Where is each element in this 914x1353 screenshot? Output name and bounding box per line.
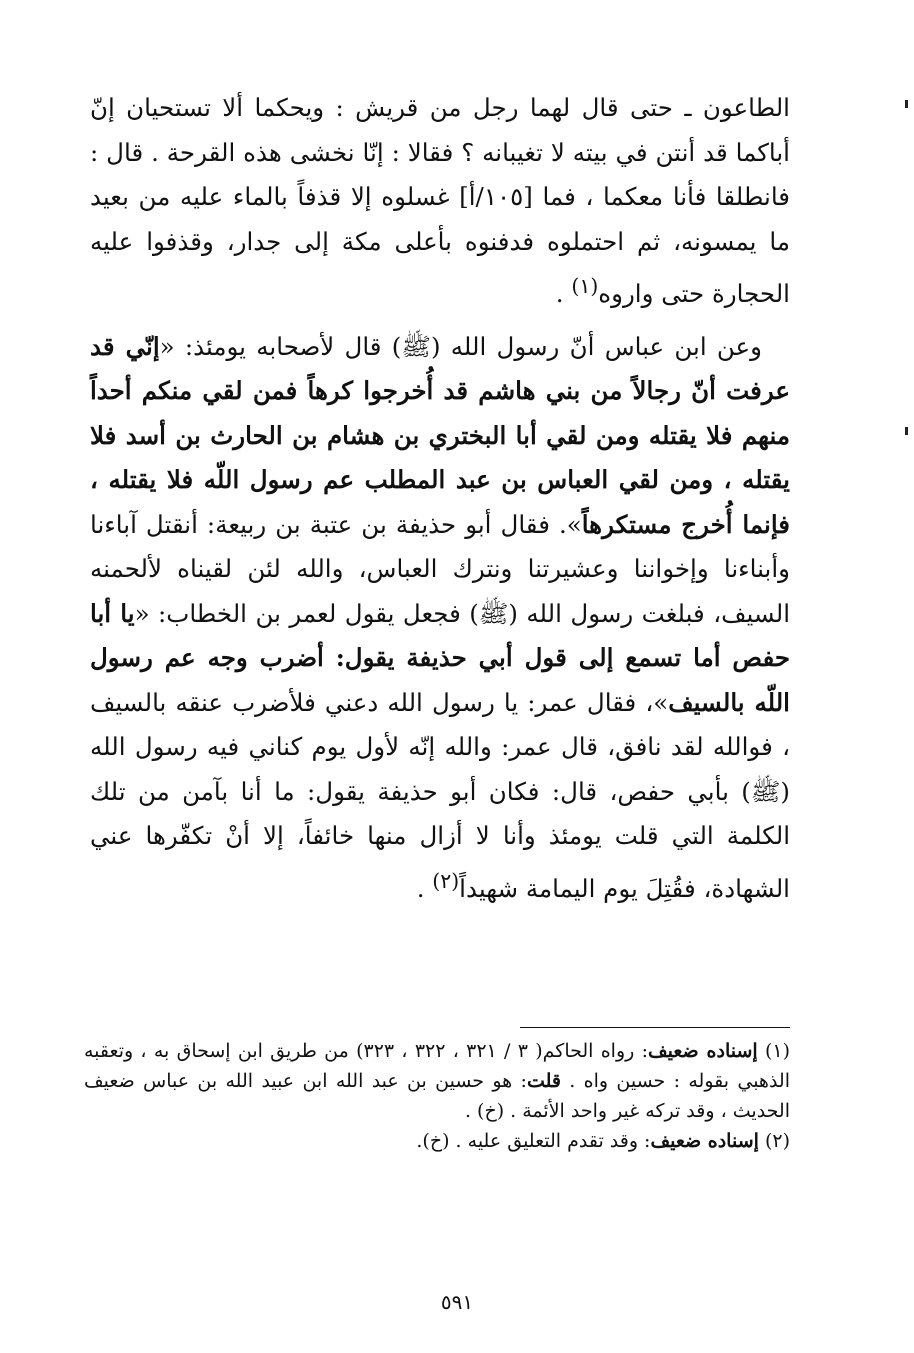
footnote-text: : رواه الحاكم( ٣ / ٣٢١ ، ٣٢٢ ، ٣٢٣) من طريق ابن إسحاق به ، وتعقبه الذهبي بقوله : حسين واه . — [84, 1040, 790, 1092]
margin-mark — [905, 427, 908, 435]
footnote-text: : هو حسين بن عبد الله ابن عبيد الله بن عباس ضعيف الحديث ، وقد تركه غير واحد الأئمة . (خ) . — [84, 1070, 790, 1122]
footnote-number: (١) — [757, 1040, 790, 1062]
footnote-text: : وقد تقدم التعليق عليه . (خ). — [416, 1130, 651, 1152]
page-number: ٥٩١ — [440, 1290, 474, 1314]
footnote-ref-1: (١) — [571, 274, 599, 298]
footnote-1 — [84, 1036, 790, 1126]
footnote-label: إسناده ضعيف — [650, 1130, 759, 1152]
margin-mark — [905, 100, 908, 108]
narration-intro: وعن ابن عباس أنّ رسول الله (ﷺ) قال لأصحابه يومئذ: « — [159, 331, 762, 361]
hadith-quote-2: يا أبا حفص أما تسمع إلى قول أبي حذيفة يقول: أضرب وجه عم رسول اللّه بالسيف — [90, 598, 790, 717]
hadith-quote-1: إنّي قد عرفت أنّ رجالاً من بني هاشم قد أُخرجوا كرهاً فمن لقي منكم أحداً منهم فلا يقتله ومن لقي أبا البختري بن هشام بن الحارث بن أسد فلا يقتله ، ومن لقي العباس بن عبد المطلب عم رسول اللّه فلا يقتله ، فإنما أُخرج مستكرهاً — [90, 331, 790, 539]
footnote-separator — [520, 1027, 790, 1028]
paragraph-text: الطاعون ـ حتى قال لهما رجل من قريش : ويحكما ألا تستحيان إنّ أباكما قد أنتن في بيته لا تغيبانه ؟ فقالا : إنّا نخشى هذه القرحة . قال : فانطلقا فأنا معكما ، فما [١٠٥/أ] غسلوه إلا قذفاً بالماء عليه من بعيد ما يمسونه، ثم احتملوه فدفنوه بأعلى مكة إلى جدار، وقذفوا عليه الحجارة حتى واروه — [90, 93, 790, 309]
paragraph-end: . — [555, 279, 572, 309]
narration-end: »، فقال عمر: يا رسول الله دعني فلأضرب عنقه بالسيف ، فوالله لقد نافق، قال عمر: والله إنّه لأول يوم كناني فيه رسول الله (ﷺ) بأبي حفص، قال: فكان أبو حذيفة يقول: ما أنا بآمن من تلك الكلمة التي قلت يومئذ وأنا لا أزال منها خائفاً، إلا أنْ تكفّرها عني الشهادة، فقُتِلَ يوم اليمامة شهيداً — [90, 687, 790, 903]
main-text — [90, 86, 790, 911]
footnote-number: (٢) — [758, 1130, 790, 1152]
footnote-label: إسناده ضعيف — [647, 1040, 758, 1062]
narration-middle: ». فقال أبو حذيفة بن عتبة بن ربيعة: أنقتل آباءنا وأبناءنا وإخواننا وعشيرتنا ونترك العباس، والله لئن لقيناه لألحمنه السيف، فبلغت رسول الله (ﷺ) فجعل يقول لعمر بن الخطاب: « — [90, 509, 790, 628]
paragraph-end: . — [416, 873, 433, 903]
paragraph-ibn-abbas — [90, 325, 790, 912]
footnote-label: قلت — [526, 1070, 561, 1092]
footnote-2 — [84, 1126, 790, 1156]
footnotes — [84, 1036, 790, 1156]
paragraph-plague-burial — [90, 86, 790, 317]
footnote-ref-2: (٢) — [432, 868, 460, 893]
